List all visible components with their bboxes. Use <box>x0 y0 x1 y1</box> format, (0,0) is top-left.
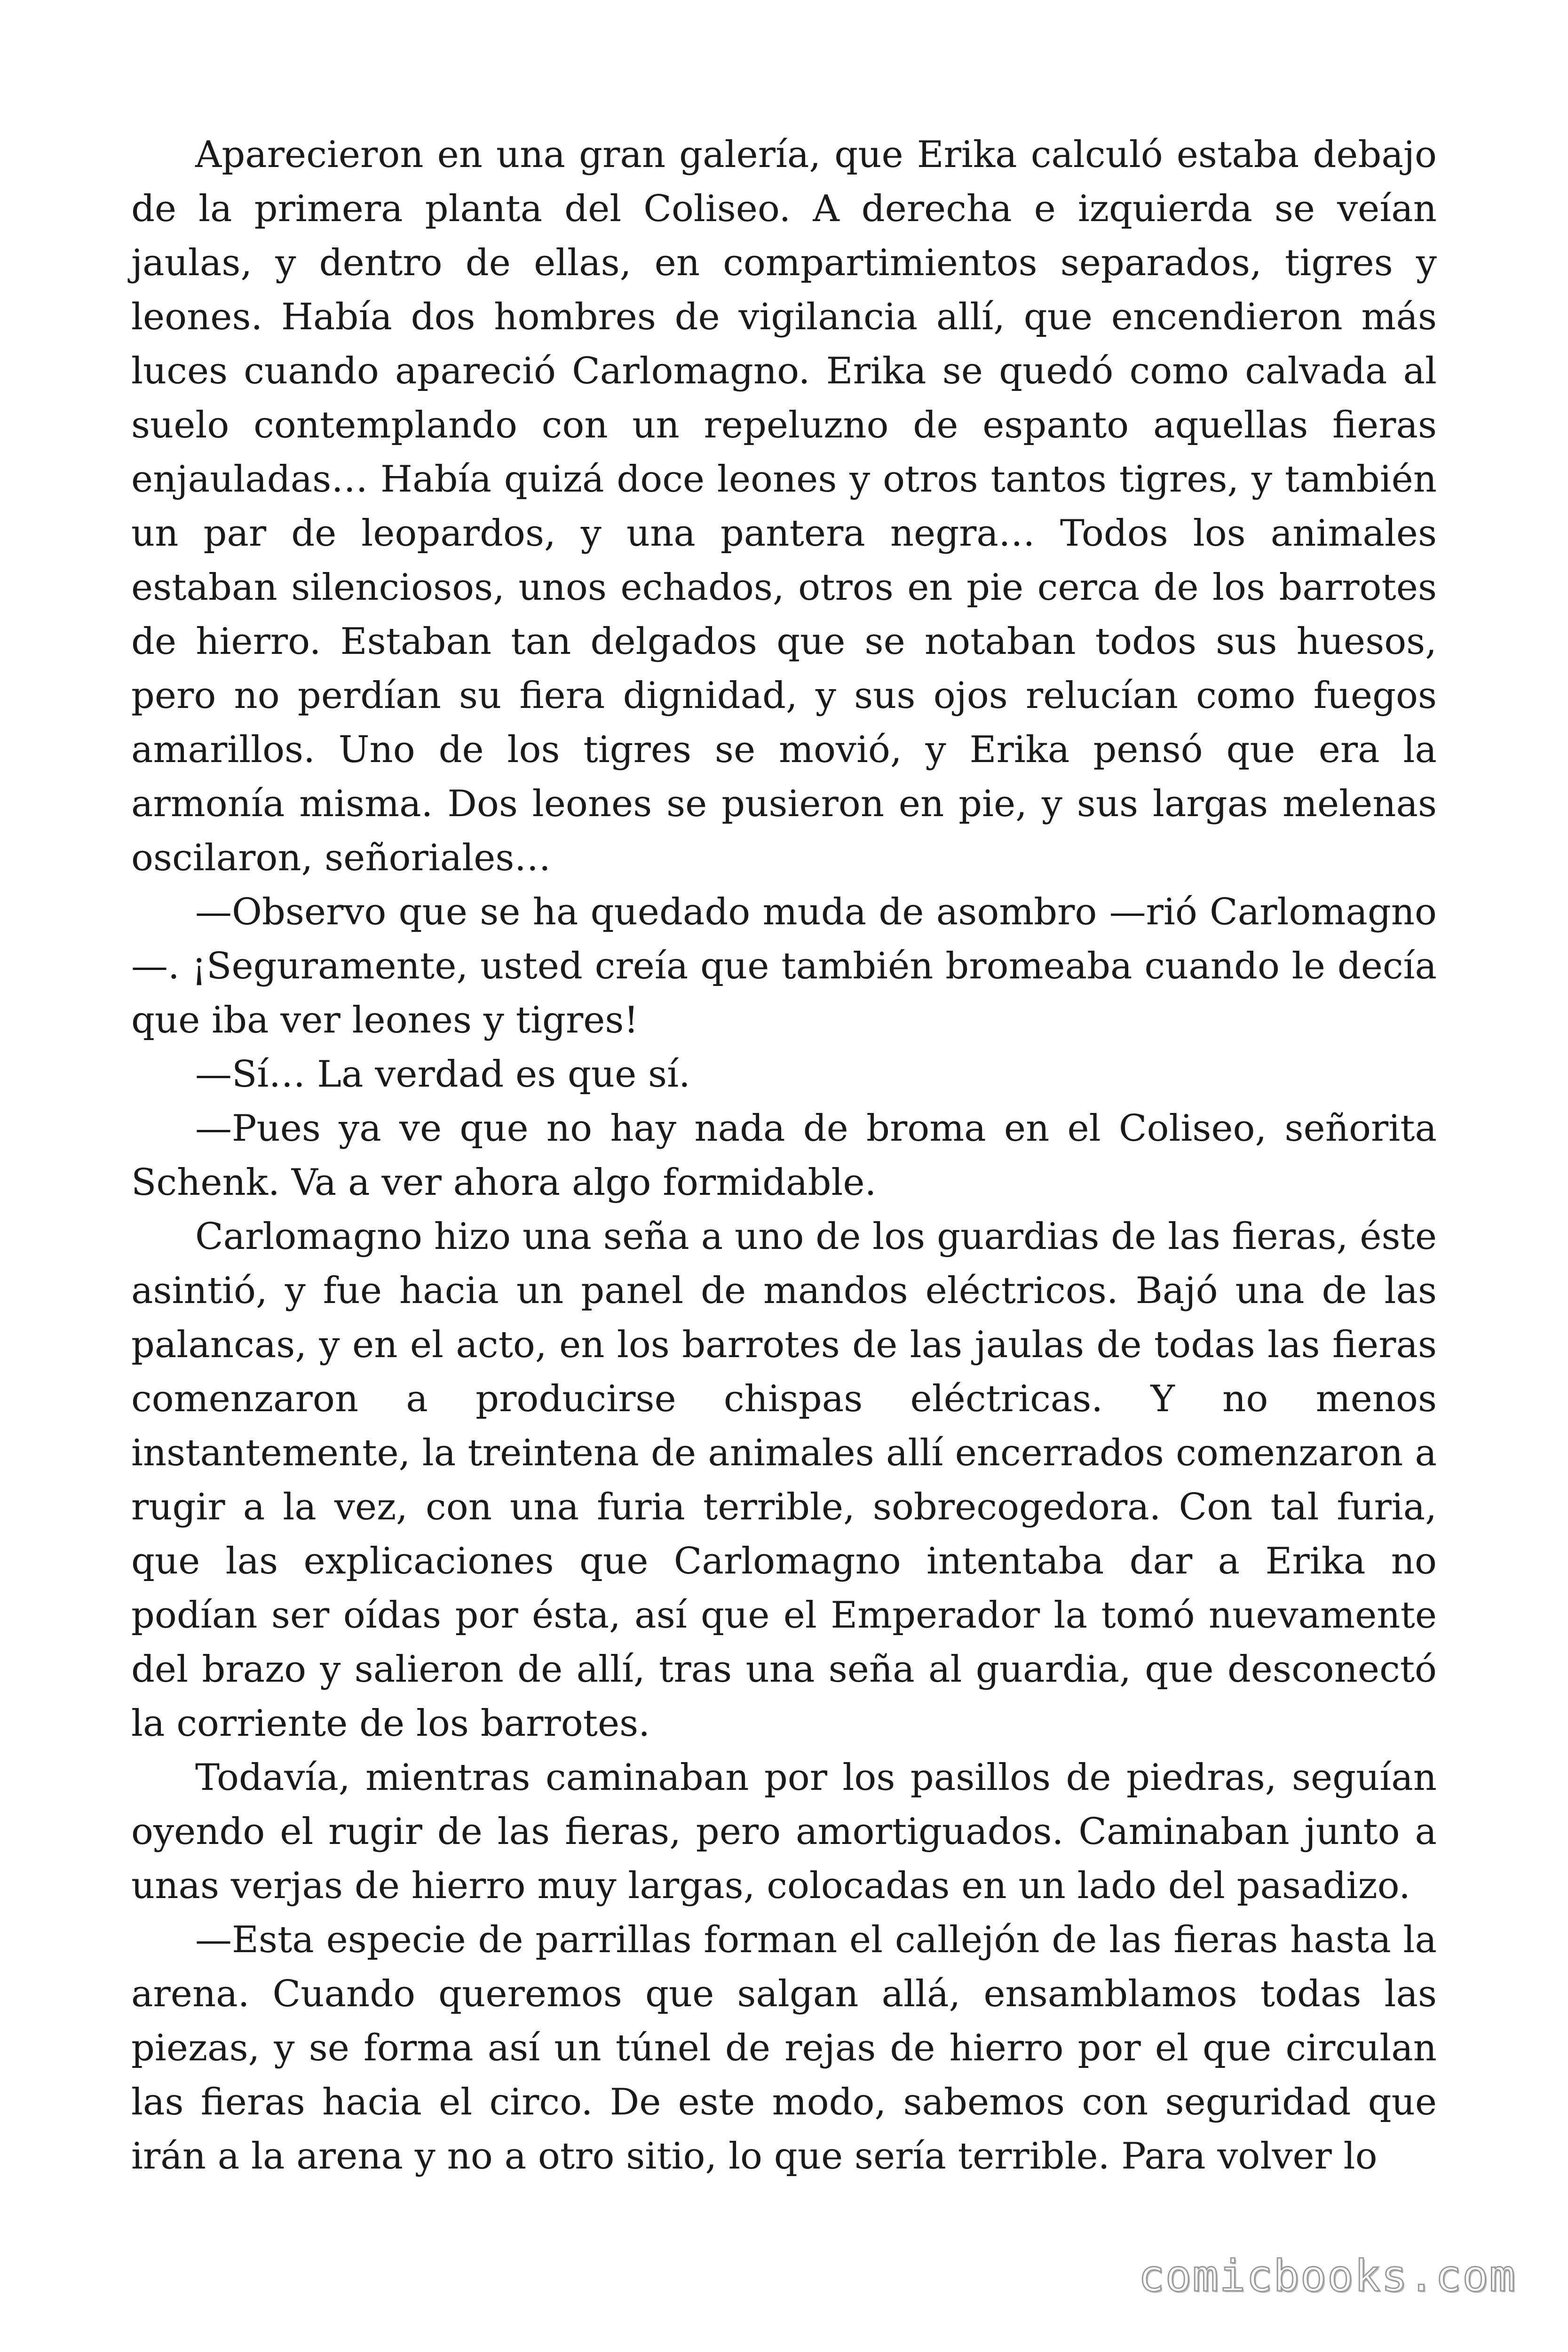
paragraph: —Esta especie de parrillas forman el callejón de las fieras hasta la arena. Cuando queremos que salgan allá, ensamblamos todas las piezas, y se forma así un túnel de rejas de hierro por el que circulan las fieras hacia el circo. De este modo, sabemos con seguridad que irán a la arena y no a otro sitio, lo que sería terrible. Para volver lo <box>131 1919 1437 2177</box>
paragraph: —Pues ya ve que no hay nada de broma en el Coliseo, señorita Schenk. Va a ver ahora algo formidable. <box>131 1107 1437 1204</box>
watermark: comicbooks.com <box>1138 2251 1516 2301</box>
paragraph: Carlomagno hizo una seña a uno de los guardias de las fieras, éste asintió, y fue hacia un panel de mandos eléctricos. Bajó una de las palancas, y en el acto, en los barrotes de las jaulas de todas las fieras comenzaron a producirse chispas eléctricas. Y no menos instantemente, la treintena de animales allí encerrados comenzaron a rugir a la vez, con una furia terrible, sobrecogedora. Con tal furia, que las explicaciones que Carlomagno intentaba dar a Erika no podían ser oídas por ésta, así que el Emperador la tomó nuevamente del brazo y salieron de allí, tras una seña al guardia, que desconectó la corriente de los barrotes. <box>131 1216 1437 1745</box>
body-text <box>131 128 1437 2184</box>
paragraph: —Observo que se ha quedado muda de asombro —rió Carlomagno—. ¡Seguramente, usted creía que también bromeaba cuando le decía que iba ver leones y tigres! <box>131 891 1437 1041</box>
paragraph: —Sí… La verdad es que sí. <box>195 1053 690 1096</box>
paragraph: Todavía, mientras caminaban por los pasillos de piedras, seguían oyendo el rugir de las fieras, pero amortiguados. Caminaban junto a unas verjas de hierro muy largas, colocadas en un lado del pasadizo. <box>131 1756 1437 1907</box>
paragraph: Aparecieron en una gran galería, que Erika calculó estaba debajo de la primera planta del Coliseo. A derecha e izquierda se veían jaulas, y dentro de ellas, en compartimientos separados, tigres y leones. Había dos hombres de vigilancia allí, que encendieron más luces cuando apareció Carlomagno. Erika se quedó como calvada al suelo contemplando con un repeluzno de espanto aquellas fieras enjauladas… Había quizá doce leones y otros tantos tigres, y también un par de leopardos, y una pantera negra… Todos los animales estaban silenciosos, unos echados, otros en pie cerca de los barrotes de hierro. Estaban tan delgados que se notaban todos sus huesos, pero no perdían su fiera dignidad, y sus ojos relucían como fuegos amarillos. Uno de los tigres se movió, y Erika pensó que era la armonía misma. Dos leones se pusieron en pie, y sus largas melenas oscilaron, señoriales… <box>131 134 1437 879</box>
